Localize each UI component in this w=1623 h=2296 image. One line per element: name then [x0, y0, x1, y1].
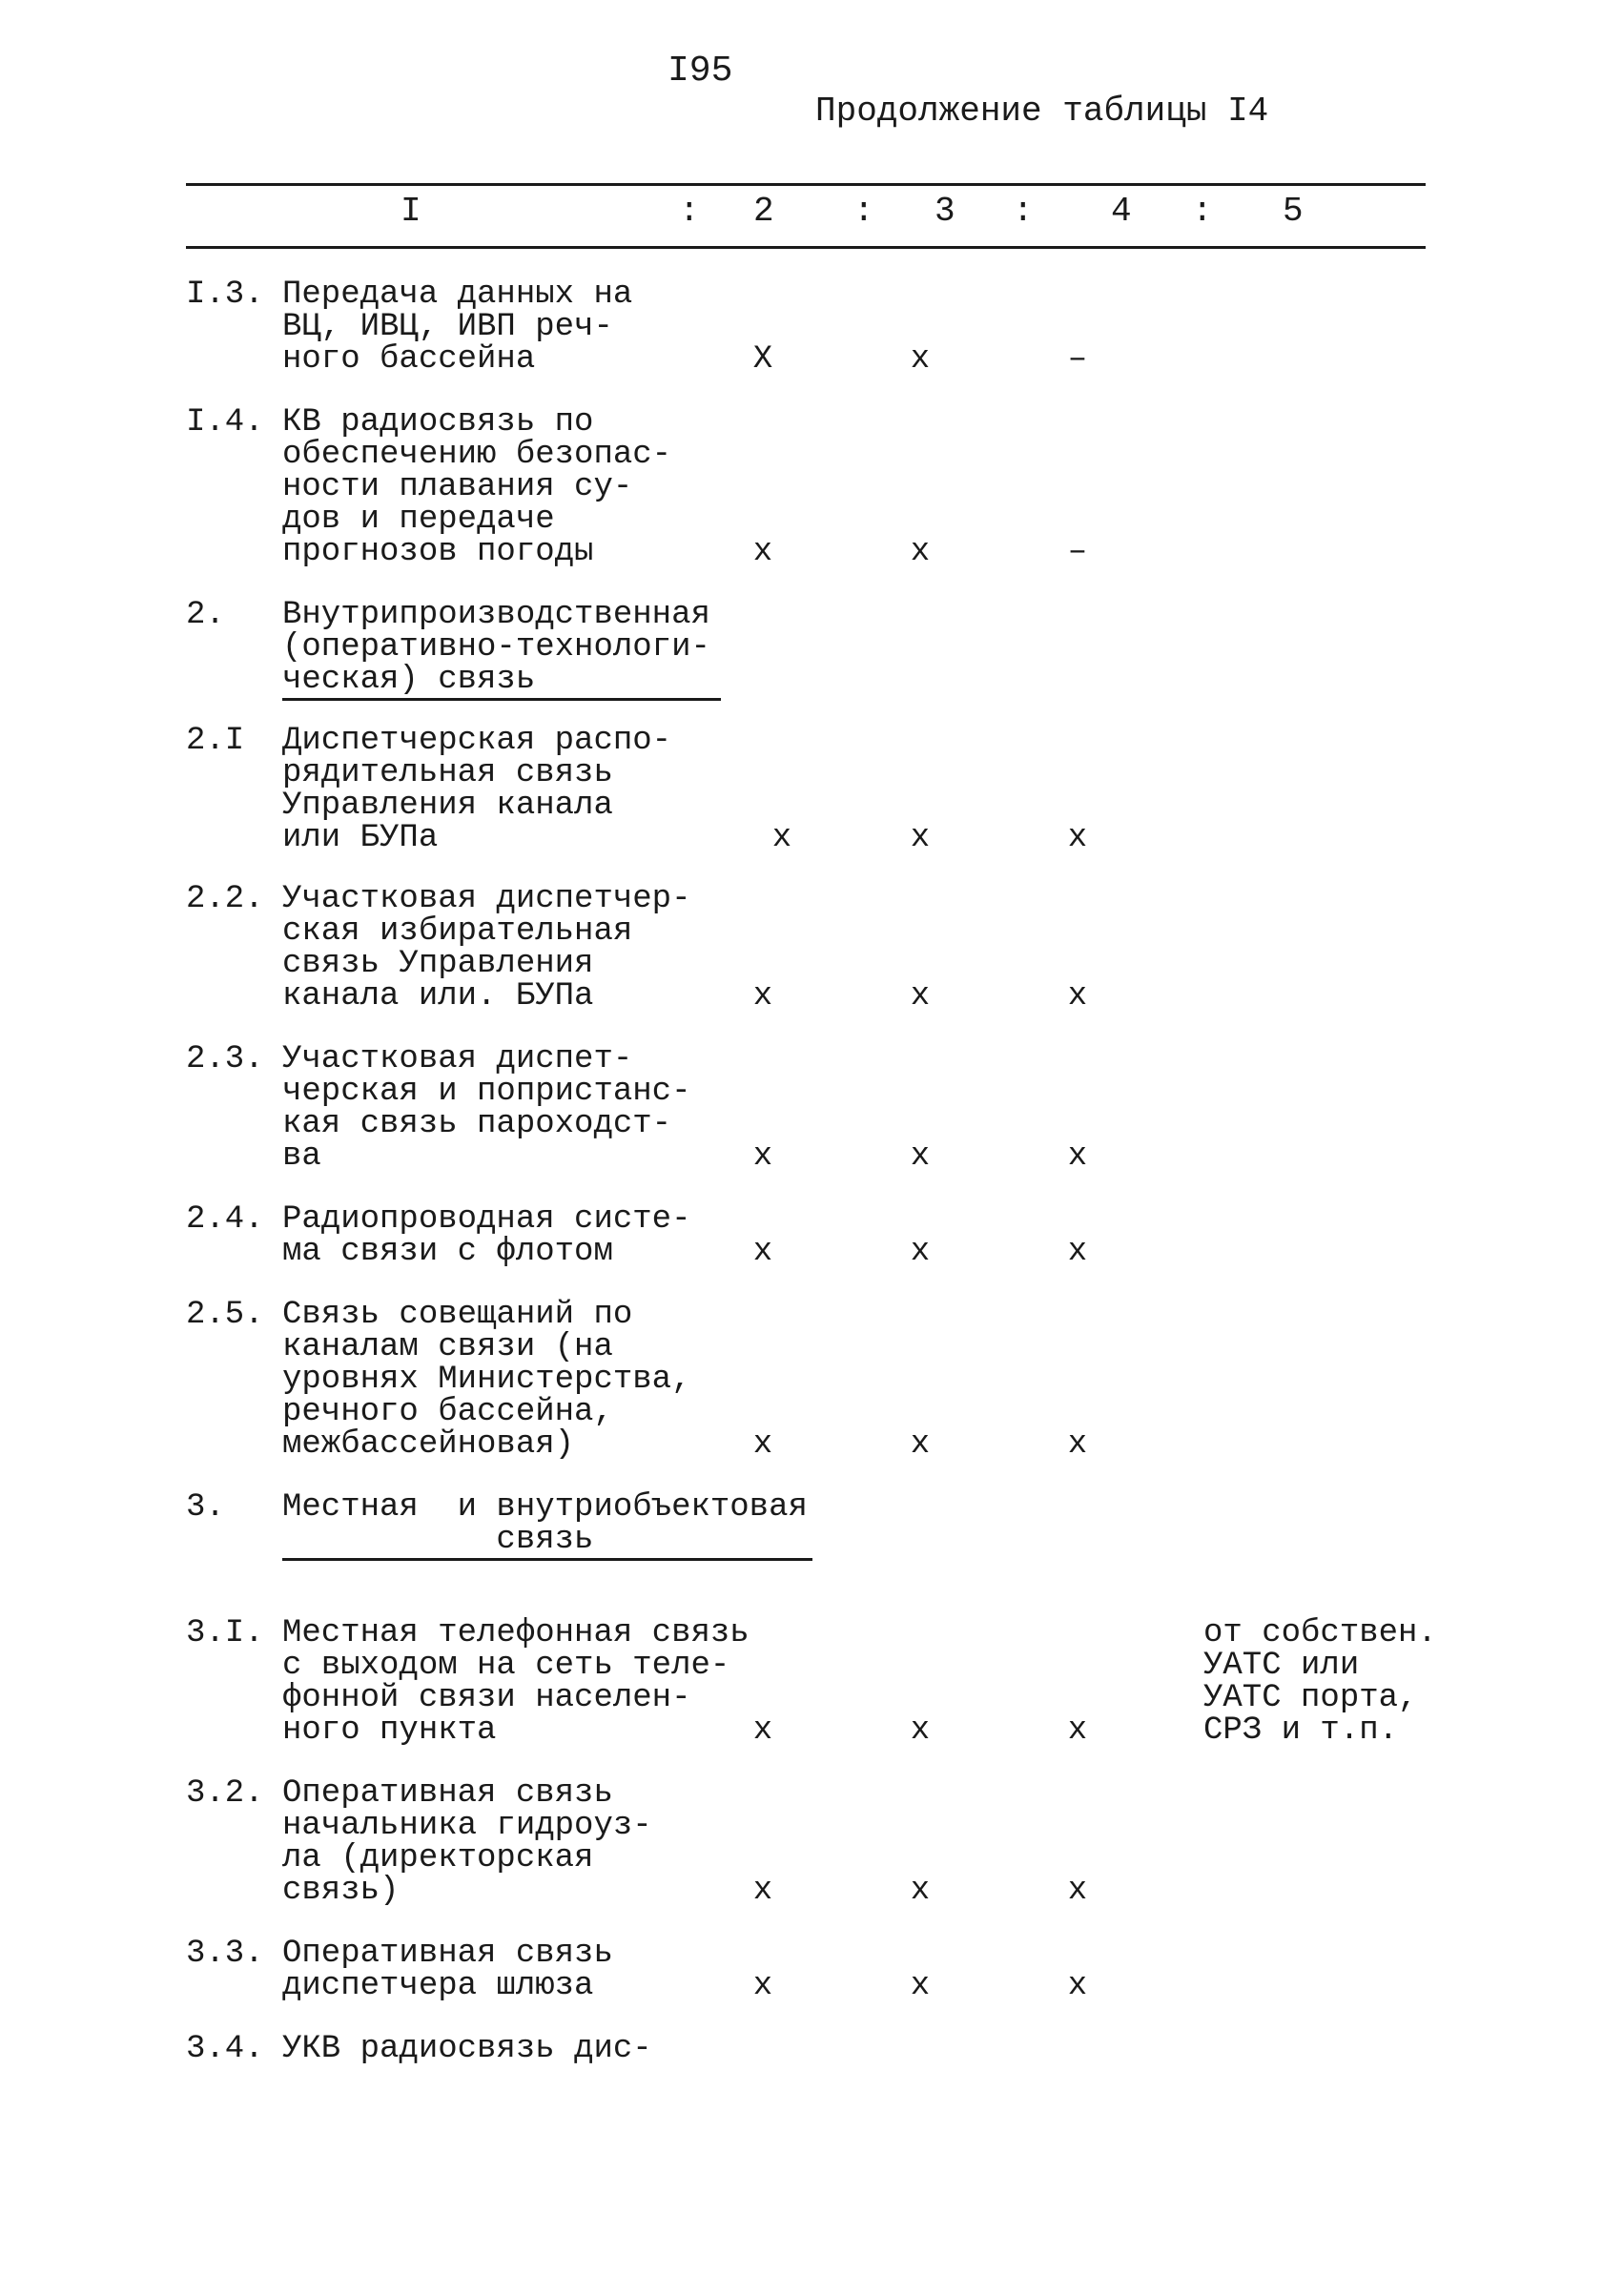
row-text-line: ВЦ, ИВЦ, ИВП реч-: [282, 309, 613, 345]
row-text-line: межбассейновая): [282, 1426, 575, 1463]
cell-col-3: x: [910, 978, 931, 1015]
cell-col-4: x: [1067, 820, 1088, 856]
row-text-line: связь): [282, 1873, 400, 1909]
cell-col-5-line: УАТС порта,: [1203, 1680, 1418, 1716]
row-text-line: начальника гидроуз-: [282, 1808, 652, 1844]
section-underline: [282, 1558, 812, 1561]
cell-col-2: x: [752, 1426, 773, 1463]
row-text-line: фонной связи населен-: [282, 1680, 691, 1716]
row-number: 2.2.: [186, 881, 264, 917]
page-number: I95: [668, 51, 733, 92]
cell-col-4: x: [1067, 1873, 1088, 1909]
cell-col-3: x: [910, 1138, 931, 1175]
row-text-line: прогнозов погоды: [282, 534, 594, 570]
cell-col-5-line: УАТС или: [1203, 1648, 1360, 1684]
row-number: 3.2.: [186, 1775, 264, 1812]
cell-col-3: x: [910, 1712, 931, 1749]
row-text-line: КВ радиосвязь по: [282, 404, 594, 441]
row-text-line: Участковая диспетчер-: [282, 881, 691, 917]
row-text-line: Связь совещаний по: [282, 1297, 633, 1333]
cell-col-3: x: [910, 1968, 931, 2004]
cell-col-2: x: [752, 1234, 773, 1270]
header-col-3: 3: [935, 192, 955, 231]
row-text-line: ного бассейна: [282, 341, 536, 378]
row-text-line: Внутрипроизводственная: [282, 597, 710, 633]
row-text-line: (оперативно-технологи-: [282, 629, 710, 666]
cell-col-4: –: [1067, 341, 1088, 378]
header-col-4: 4: [1111, 192, 1132, 231]
row-number: 2.4.: [186, 1201, 264, 1238]
row-number: 3.4.: [186, 2031, 264, 2067]
row-text-line: Управления канала: [282, 788, 613, 824]
row-text-line: ности плавания су-: [282, 469, 633, 505]
cell-col-3: x: [910, 820, 931, 856]
cell-col-2: X: [752, 341, 773, 378]
row-text-line: Местная телефонная связь: [282, 1615, 750, 1651]
row-text-line: ская избирательная: [282, 913, 633, 950]
section-underline: [282, 698, 721, 701]
row-number: 3.: [186, 1489, 225, 1526]
header-sep-2: :: [853, 192, 874, 231]
cell-col-4: x: [1067, 1138, 1088, 1175]
cell-col-5-line: от собствен.: [1203, 1615, 1437, 1651]
row-text-line: кая связь пароходст-: [282, 1106, 672, 1142]
row-text-line: Передача данных на: [282, 277, 633, 313]
row-number: 3.I.: [186, 1615, 264, 1651]
cell-col-4: x: [1067, 1234, 1088, 1270]
header-col-5: 5: [1283, 192, 1304, 231]
row-text-line: рядительная связь: [282, 755, 613, 791]
cell-col-4: x: [1067, 1712, 1088, 1749]
row-text-line: каналам связи (на: [282, 1329, 613, 1365]
row-text-line: речного бассейна,: [282, 1394, 613, 1430]
row-text-line: Диспетчерская распо-: [282, 723, 672, 759]
header-sep-4: :: [1192, 192, 1213, 231]
row-text-line: Оперативная связь: [282, 1775, 613, 1812]
row-text-line: черская и попристанс-: [282, 1074, 691, 1110]
row-text-line: связь Управления: [282, 946, 594, 982]
row-number: I.4.: [186, 404, 264, 441]
cell-col-3: x: [910, 1873, 931, 1909]
table-top-rule: [186, 183, 1426, 186]
row-text-line: диспетчера шлюза: [282, 1968, 594, 2004]
cell-col-3: x: [910, 1234, 931, 1270]
cell-col-5-line: СРЗ и т.п.: [1203, 1712, 1399, 1749]
row-text-line: ного пункта: [282, 1712, 497, 1749]
row-text-line: Участковая диспет-: [282, 1041, 633, 1077]
row-text-line: с выходом на сеть теле-: [282, 1648, 730, 1684]
row-text-line: ла (директорская: [282, 1840, 594, 1876]
row-number: 2.5.: [186, 1297, 264, 1333]
cell-col-3: x: [910, 341, 931, 378]
cell-col-4: x: [1067, 1426, 1088, 1463]
cell-col-3: x: [910, 1426, 931, 1463]
row-text-line: или БУПа: [282, 820, 439, 856]
row-text-line: связь: [282, 1522, 594, 1558]
cell-col-2: x: [752, 534, 773, 570]
row-text-line: Оперативная связь: [282, 1936, 613, 1972]
row-text-line: УКВ радиосвязь дис-: [282, 2031, 652, 2067]
cell-col-2: x: [752, 1873, 773, 1909]
cell-col-2: x: [771, 820, 792, 856]
cell-col-4: x: [1067, 1968, 1088, 2004]
row-text-line: ческая) связь: [282, 662, 536, 698]
header-col-2: 2: [753, 192, 774, 231]
row-text-line: канала или. БУПа: [282, 978, 594, 1015]
row-text-line: уровнях Министерства,: [282, 1362, 691, 1398]
row-text-line: обеспечению безопас-: [282, 437, 672, 473]
cell-col-2: x: [752, 1712, 773, 1749]
row-text-line: Местная и внутриобъектовая: [282, 1489, 808, 1526]
header-col-1: I: [401, 192, 421, 231]
row-number: 3.3.: [186, 1936, 264, 1972]
row-number: 2.3.: [186, 1041, 264, 1077]
cell-col-4: x: [1067, 978, 1088, 1015]
cell-col-2: x: [752, 1968, 773, 2004]
row-text-line: ма связи с флотом: [282, 1234, 613, 1270]
header-sep-3: :: [1013, 192, 1034, 231]
row-text-line: ва: [282, 1138, 321, 1175]
header-sep-1: :: [679, 192, 700, 231]
row-number: I.3.: [186, 277, 264, 313]
cell-col-4: –: [1067, 534, 1088, 570]
table-header-rule: [186, 246, 1426, 249]
cell-col-2: x: [752, 1138, 773, 1175]
row-number: 2.I: [186, 723, 245, 759]
table-caption: Продолжение таблицы I4: [815, 92, 1269, 131]
row-text-line: дов и передаче: [282, 502, 555, 538]
cell-col-3: x: [910, 534, 931, 570]
row-text-line: Радиопроводная систе-: [282, 1201, 691, 1238]
cell-col-2: x: [752, 978, 773, 1015]
row-number: 2.: [186, 597, 225, 633]
